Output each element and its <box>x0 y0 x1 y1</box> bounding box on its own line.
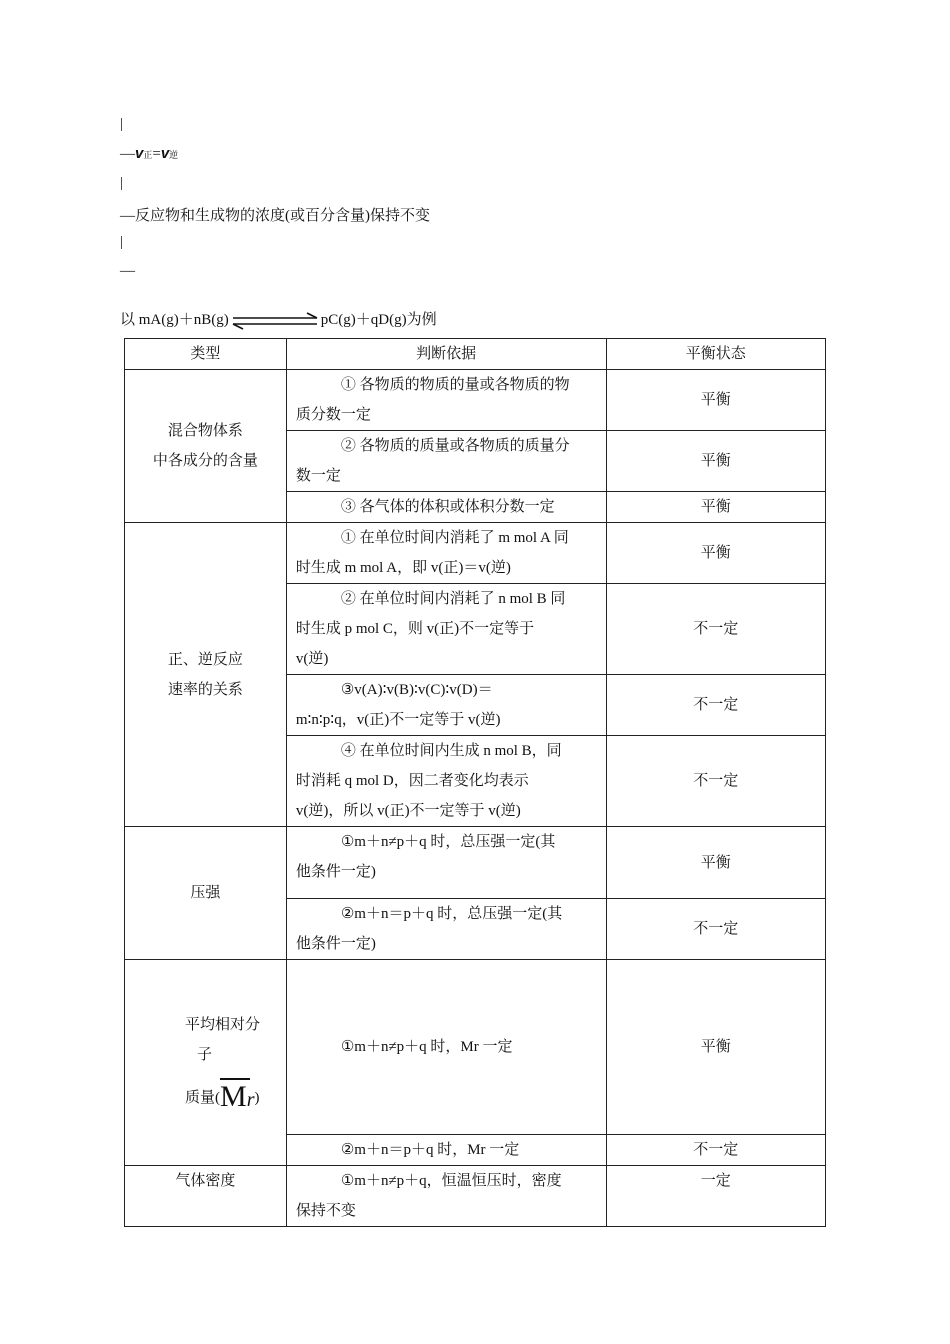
basis-text: ③ 各气体的体积或体积分数一定 <box>340 499 555 515</box>
table-row <box>125 1166 826 1227</box>
basis-text: ①m＋n≠p＋q 时，总压强一定(其 <box>340 834 556 850</box>
basis-cell <box>286 1135 606 1166</box>
state-cell: 平衡 <box>606 827 825 899</box>
category-label: 中各成分的含量 <box>152 453 258 469</box>
state-cell: 一定 <box>606 1166 825 1227</box>
basis-text: ②m＋n＝p＋q 时，总压强一定(其 <box>340 906 563 922</box>
table-row <box>125 523 826 584</box>
category-label: 气体密度 <box>175 1173 236 1189</box>
reverse-subscript: 逆 <box>169 150 179 160</box>
basis-cell <box>286 431 606 492</box>
basis-cell <box>286 492 606 523</box>
table-row <box>125 827 826 899</box>
basis-text: 时生成 p mol C，则 v(正)不一定等于 <box>295 621 535 637</box>
basis-cell <box>286 1166 606 1227</box>
state-cell: 不一定 <box>606 736 825 827</box>
category-label: 正、逆反应 <box>167 651 243 668</box>
category-label: ) <box>254 1089 260 1106</box>
basis-cell <box>286 370 606 431</box>
category-label: 质量( <box>185 1089 220 1106</box>
basis-text: ②m＋n＝p＋q 时，Mr 一定 <box>340 1142 520 1158</box>
category-label: 混合物体系 <box>167 423 243 439</box>
state-cell: 不一定 <box>606 1135 825 1166</box>
category-cell <box>125 960 287 1166</box>
mean-molar-mass-symbol <box>220 1082 254 1115</box>
basis-text: 质分数一定 <box>295 407 371 423</box>
category-cell <box>125 523 287 827</box>
v-symbol: v <box>160 145 170 162</box>
table-header-row <box>125 339 826 370</box>
flow-bar-1: | <box>120 116 124 132</box>
category-label: 平均相对分 <box>185 1017 261 1033</box>
basis-text: 保持不变 <box>295 1203 356 1219</box>
state-cell: 不一定 <box>606 899 825 960</box>
basis-text: 时消耗 q mol D，因二者变化均表示 <box>295 773 529 789</box>
header-type: 类型 <box>125 339 287 370</box>
category-label: 压强 <box>190 885 221 901</box>
table-row <box>125 370 826 431</box>
basis-text: 他条件一定) <box>295 936 376 952</box>
basis-cell <box>286 736 606 827</box>
example-prefix: 以 mA(g)＋nB(g) <box>120 312 229 328</box>
header-state: 平衡状态 <box>606 339 825 370</box>
table-row <box>125 960 826 1135</box>
basis-text: 时生成 m mol A，即 v(正)＝v(逆) <box>295 560 511 576</box>
basis-text: ①m＋n≠p＋q，恒温恒压时，密度 <box>340 1173 562 1189</box>
basis-text: ① 在单位时间内消耗了 m mol A 同 <box>340 530 569 546</box>
state-cell: 平衡 <box>606 960 825 1135</box>
state-cell: 平衡 <box>606 370 825 431</box>
flow-bar-2: | <box>120 175 124 191</box>
header-basis: 判断依据 <box>286 339 606 370</box>
basis-cell <box>286 899 606 960</box>
state-cell: 平衡 <box>606 431 825 492</box>
v-symbol: v <box>135 145 144 162</box>
basis-text: v(逆) <box>295 651 329 667</box>
equilibrium-criteria-table <box>124 338 826 1227</box>
category-cell <box>125 827 287 960</box>
example-suffix: pC(g)＋qD(g)为例 <box>320 312 437 328</box>
category-cell <box>125 1166 287 1227</box>
basis-cell <box>286 523 606 584</box>
basis-text: ③v(A)∶v(B)∶v(C)∶v(D)＝ <box>340 682 493 698</box>
basis-cell <box>286 584 606 675</box>
flow-dash: — <box>120 146 135 162</box>
basis-cell <box>286 675 606 736</box>
mr-subscript: r <box>246 1089 255 1111</box>
basis-text: m∶n∶p∶q，v(正)不一定等于 v(逆) <box>295 712 501 728</box>
basis-text: v(逆)，所以 v(正)不一定等于 v(逆) <box>295 803 521 819</box>
basis-text: ② 在单位时间内消耗了 n mol B 同 <box>340 591 566 607</box>
basis-text: ② 各物质的质量或各物质的质量分 <box>340 438 570 454</box>
basis-cell <box>286 960 606 1135</box>
example-equation <box>120 308 437 330</box>
state-cell: 不一定 <box>606 584 825 675</box>
basis-text: ① 各物质的物质的量或各物质的物 <box>340 377 570 393</box>
reversible-arrow-icon <box>231 312 319 330</box>
flow-bar-3: | <box>120 234 124 250</box>
equals-sign: = <box>152 146 161 162</box>
basis-text: ①m＋n≠p＋q 时，Mr 一定 <box>340 1039 513 1055</box>
category-label: 速率的关系 <box>167 681 243 698</box>
state-cell: 不一定 <box>606 675 825 736</box>
state-cell: 平衡 <box>606 523 825 584</box>
flow-dash-end: — <box>120 263 135 279</box>
basis-text: 数一定 <box>295 468 341 484</box>
mr-letter: M <box>220 1080 247 1113</box>
basis-text: 他条件一定) <box>295 864 376 880</box>
category-cell <box>125 370 287 523</box>
basis-cell <box>286 827 606 899</box>
state-cell: 平衡 <box>606 492 825 523</box>
category-label: 子 <box>197 1047 213 1063</box>
flow-concentration: —反应物和生成物的浓度(或百分含量)保持不变 <box>120 208 430 224</box>
basis-text: ④ 在单位时间内生成 n mol B，同 <box>340 743 562 759</box>
forward-subscript: 正 <box>143 150 153 160</box>
flow-rate-equality <box>120 145 178 163</box>
